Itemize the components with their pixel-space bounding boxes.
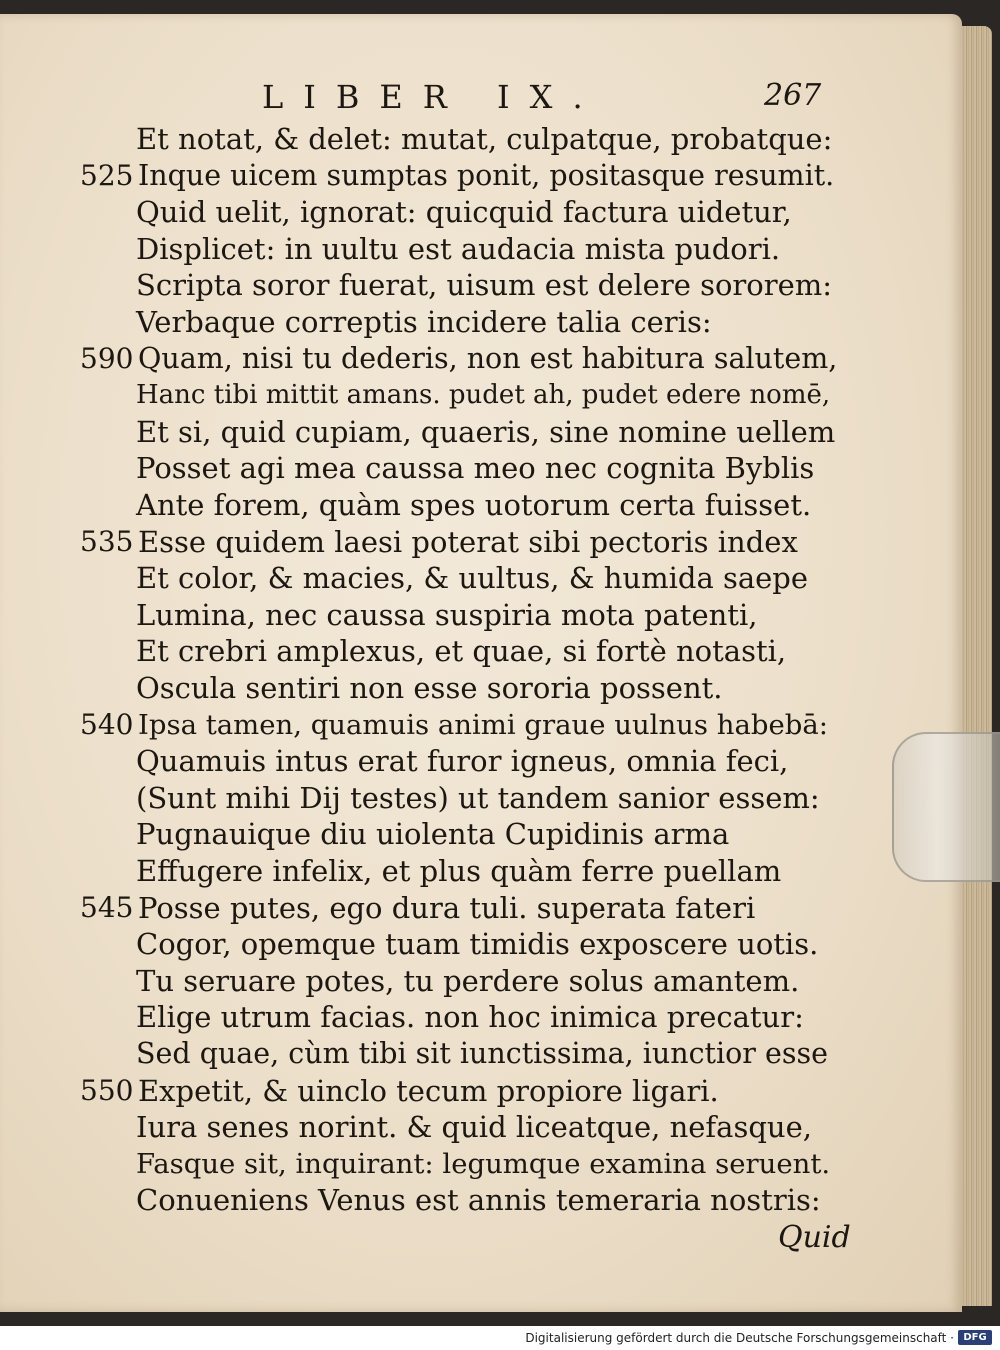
digitization-footer [0,1326,1000,1350]
line-text: Quamuis intus erat furor igneus, omnia feci, [136,744,789,779]
line-text: Ipsa tamen, quamuis animi graue uulnus habebā: [138,708,828,741]
line-text: Displicet: in uultu est audacia mista pudori. [136,231,781,266]
line-text: Tu seruare potes, tu perdere solus amantem. [136,963,800,998]
line-text: Iura senes norint. & quid liceatque, nefasque, [136,1110,812,1145]
line-text: Ante forem, quàm spes uotorum certa fuisset. [136,488,812,522]
line-text: Inque uicem sumptas ponit, positasque resumit. [138,158,835,192]
line-text: Elige utrum facias. non hoc inimica precatur: [136,1000,804,1035]
line-text: Posse putes, ego dura tuli. superata fateri [138,890,756,925]
line-text: Et crebri amplexus, et quae, si fortè notasti, [136,634,787,669]
line-text: (Sunt mihi Dij testes) ut tandem sanior essem: [136,780,820,815]
line-text: Et notat, & delet: mutat, culpatque, probatque: [136,122,833,156]
line-text: Verbaque correptis incidere talia ceris: [136,305,712,339]
line-text: Sed quae, cùm tibi sit iunctissima, iunctior esse [136,1037,828,1070]
book-clasp [892,732,1000,882]
line-text: Pugnauique diu uiolenta Cupidinis arma [136,817,730,852]
running-title: LIBER IX. [262,78,603,116]
line-text: Posset agi mea caussa meo nec cognita Byblis [136,451,815,486]
line-text: Quid uelit, ignorat: quicquid factura uidetur, [136,195,792,230]
catchword: Quid [778,1220,851,1255]
line-text: Et si, quid cupiam, quaeris, sine nomine uellem [136,414,836,449]
book-page [0,14,962,1312]
line-text: Expetit, & uinclo tecum propiore ligari. [138,1073,719,1108]
dfg-logo-icon: DFG [958,1330,992,1345]
line-text: Conueniens Venus est annis temeraria nostris: [136,1183,821,1218]
book-fore-edge [962,26,992,1306]
line-number: 545 [80,890,134,924]
line-text: Et color, & macies, & uultus, & humida saepe [136,561,809,596]
page-number: 267 [764,78,822,113]
line-text: Lumina, nec caussa suspiria mota patenti, [136,597,758,632]
line-number: 535 [80,524,134,558]
line-text: Cogor, opemque tuam timidis exposcere uotis. [136,927,819,962]
line-text: Scripta soror fuerat, uisum est delere sororem: [136,268,833,303]
line-number: 525 [80,158,134,192]
line-number: 590 [80,341,134,375]
line-number: 540 [80,707,134,741]
line-text: Effugere infelix, et plus quàm ferre puellam [136,854,782,888]
line-text: Quam, nisi tu dederis, non est habitura salutem, [138,341,838,375]
line-text: Hanc tibi mittit amans. pudet ah, pudet edere nomē, [136,380,831,411]
funding-credit: Digitalisierung gefördert durch die Deutsche Forschungsgemeinschaft · [525,1331,954,1345]
line-text: Fasque sit, inquirant: legumque examina seruent. [136,1147,831,1180]
line-number: 550 [80,1073,134,1107]
line-text: Esse quidem laesi poterat sibi pectoris index [138,524,798,559]
line-text: Oscula sentiri non esse sororia possent. [136,671,723,705]
